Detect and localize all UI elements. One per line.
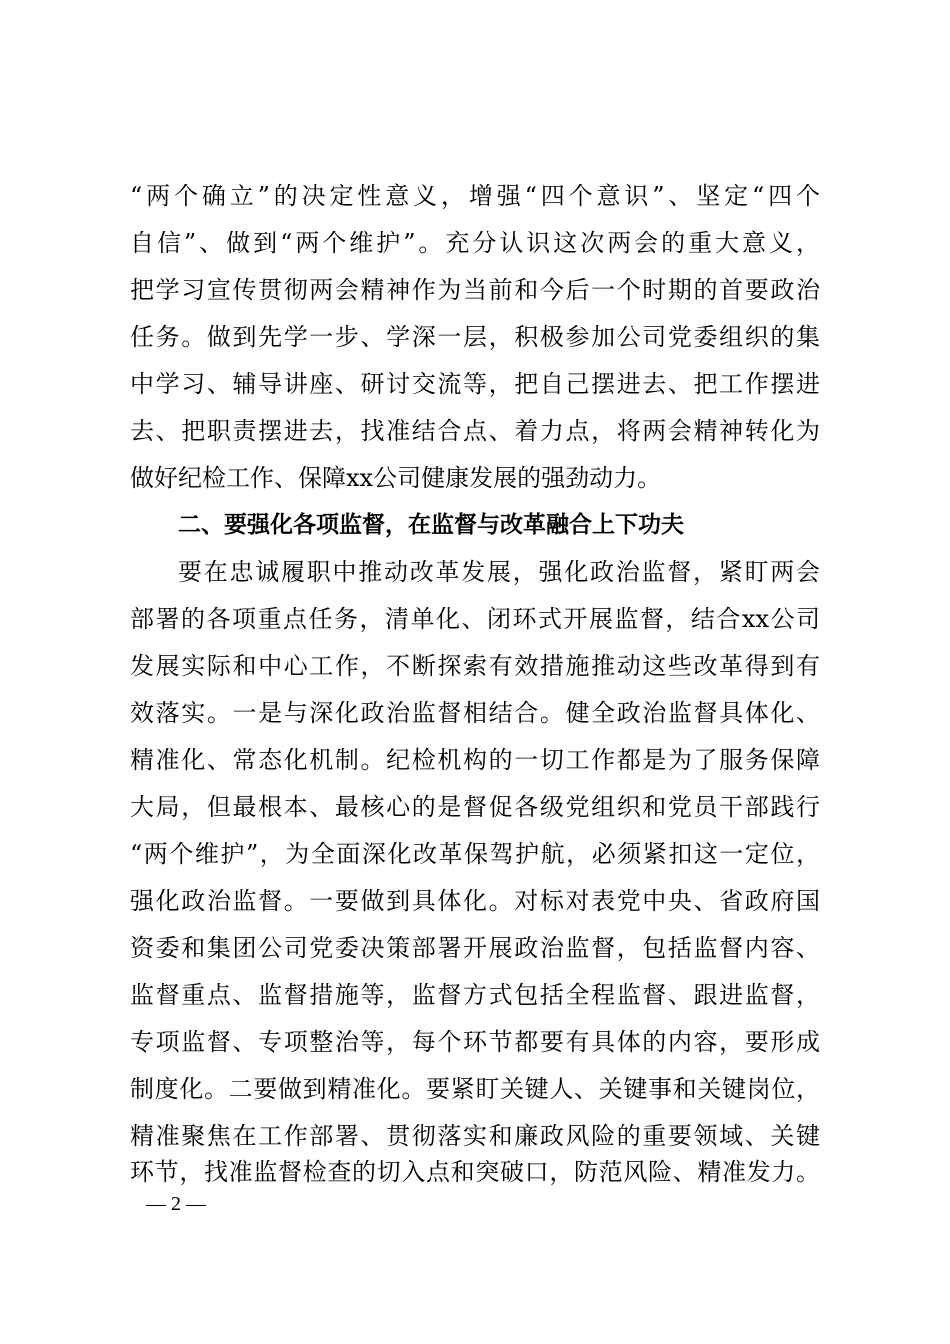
page-number: — 2 —	[146, 1193, 206, 1215]
paragraph1-line-4: 任务。做到先学一步、学深一层，积极参加公司党委组织的集	[130, 323, 820, 351]
paragraph2-line-10: 监督重点、监督措施等，监督方式包括全程监督、跟进监督，	[130, 981, 820, 1009]
paragraph2-line-4: 效落实。一是与深化政治监督相结合。健全政治监督具体化、	[130, 699, 820, 727]
paragraph2-line-11: 专项监督、专项整治等，每个环节都要有具体的内容，要形成	[130, 1028, 820, 1056]
paragraph2-line-13: 精准聚焦在工作部署、贯彻落实和廉政风险的重要领域、关键	[130, 1122, 820, 1150]
paragraph2-line-7: “两个维护”，为全面深化改革保驾护航，必须紧扣这一定位，	[130, 840, 820, 868]
paragraph1-line-6: 去、把职责摆进去，找准结合点、着力点，将两会精神转化为	[130, 417, 820, 445]
paragraph1-line-2: 自信”、做到“两个维护”。充分认识这次两会的重大意义，	[130, 229, 820, 257]
paragraph2-line-9: 资委和集团公司党委决策部署开展政治监督，包括监督内容、	[130, 934, 820, 962]
paragraph2-line-12: 制度化。二要做到精准化。要紧盯关键人、关键事和关键岗位，	[130, 1075, 820, 1103]
paragraph1-line-3: 把学习宣传贯彻两会精神作为当前和今后一个时期的首要政治	[130, 276, 820, 304]
paragraph1-line-7: 做好纪检工作、保障xx公司健康发展的强劲动力。	[130, 464, 662, 492]
paragraph2-line-6: 大局，但最根本、最核心的是督促各级党组织和党员干部践行	[130, 793, 820, 821]
paragraph2-line-5: 精准化、常态化机制。纪检机构的一切工作都是为了服务保障	[130, 746, 820, 774]
section-heading: 二、要强化各项监督，在监督与改革融合上下功夫	[178, 512, 684, 538]
paragraph2-line-14: 环节，找准监督检查的切入点和突破口，防范风险、精准发力。	[130, 1158, 820, 1186]
paragraph1-line-5: 中学习、辅导讲座、研讨交流等，把自己摆进去、把工作摆进	[130, 370, 820, 398]
paragraph2-line-8: 强化政治监督。一要做到具体化。对标对表党中央、省政府国	[130, 887, 820, 915]
paragraph2-line-2: 部署的各项重点任务，清单化、闭环式开展监督，结合xx公司	[130, 605, 820, 633]
paragraph2-line-1: 要在忠诚履职中推动改革发展，强化政治监督，紧盯两会	[178, 558, 820, 586]
paragraph2-line-3: 发展实际和中心工作，不断探索有效措施推动这些改革得到有	[130, 652, 820, 680]
paragraph1-line-1: “两个确立”的决定性意义，增强“四个意识”、坚定“四个	[130, 182, 820, 210]
